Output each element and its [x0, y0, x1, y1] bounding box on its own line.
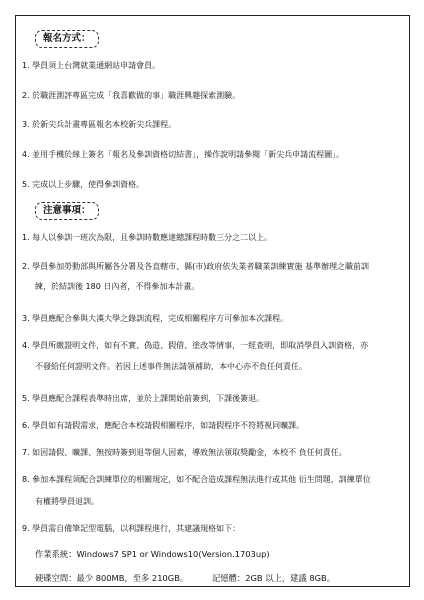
note-item-4-line-2: 不發給任何證明文件。若因上述事件無法請領補助，本中心亦不負任何責任。	[35, 362, 307, 371]
notes-heading: 注意事項：	[35, 202, 99, 220]
registration-item-1: 1. 學員須上台灣就業通網站申請會員。	[22, 61, 161, 70]
note-item-8-line-2: 有權將學員退訓。	[35, 497, 99, 506]
registration-item-5: 5. 完成以上步驟，使得參訓資格。	[22, 180, 145, 189]
note-item-2-line-2: 練，於結訓後 180 日內者，不得參加本計畫。	[35, 282, 200, 291]
note-item-1: 1. 每人以參訓一班次為限，且參訓時數應達總課程時數三分之二以上。	[22, 233, 273, 242]
registration-heading: 報名方式：	[35, 30, 99, 48]
note-item-3: 3. 學員應配合參與大漢大學之錄訓流程，完成相關程序方可參加本次課程。	[22, 314, 289, 323]
registration-item-3: 3. 於新尖兵計畫專區報名本校新尖兵課程。	[22, 120, 177, 129]
note-item-2-line-1: 2. 學員參加勞動部與所屬各分署及各直轄市、縣(市)政府依失業者職業訓練實施 基準辦理之職前訓	[22, 262, 369, 271]
note-item-9: 9. 學員需自備筆記型電腦，以利課程進行，其建議規格如下：	[22, 524, 241, 533]
note-item-4-line-1: 4. 學員所繳證明文件，如有不實、偽造、假借、塗改等情事，一經查明，即取消學員入訓資格，亦	[22, 341, 369, 350]
memory-requirement: 記憶體：2GB 以上，建議 8GB。	[212, 573, 336, 583]
note-item-7: 7. 如因請假、曠課、無按時簽到退等個人因素，導致無法領取獎勵金，本校不 負任何責任。	[22, 448, 347, 457]
disk-requirement: 硬碟空間：最少 800MB，至多 210GB。	[35, 573, 189, 583]
os-requirement: 作業系統：Windows7 SP1 or Windows10(Version.1703up)	[35, 549, 270, 559]
note-item-6: 6. 學員如有請假需求，應配合本校請假相關程序，如請假程序不符將視同曠課。	[22, 421, 305, 430]
note-item-5: 5. 學員應配合課程表準時出席，並於上課開始前簽到，下課後簽退。	[22, 394, 265, 403]
registration-item-2: 2. 於職涯測評專區完成「我喜歡做的事」職涯興趣探索測驗。	[22, 91, 241, 100]
registration-item-4: 4. 並用手機於線上簽名「報名及參訓資格切結書」，操作說明請參閱「新尖兵申請流程圖」。	[22, 150, 345, 159]
note-item-8-line-1: 8. 參加本課程須配合訓練單位的相關規定，如不配合造成課程無法進行或其他 衍生問題，訓練單位	[22, 475, 371, 484]
